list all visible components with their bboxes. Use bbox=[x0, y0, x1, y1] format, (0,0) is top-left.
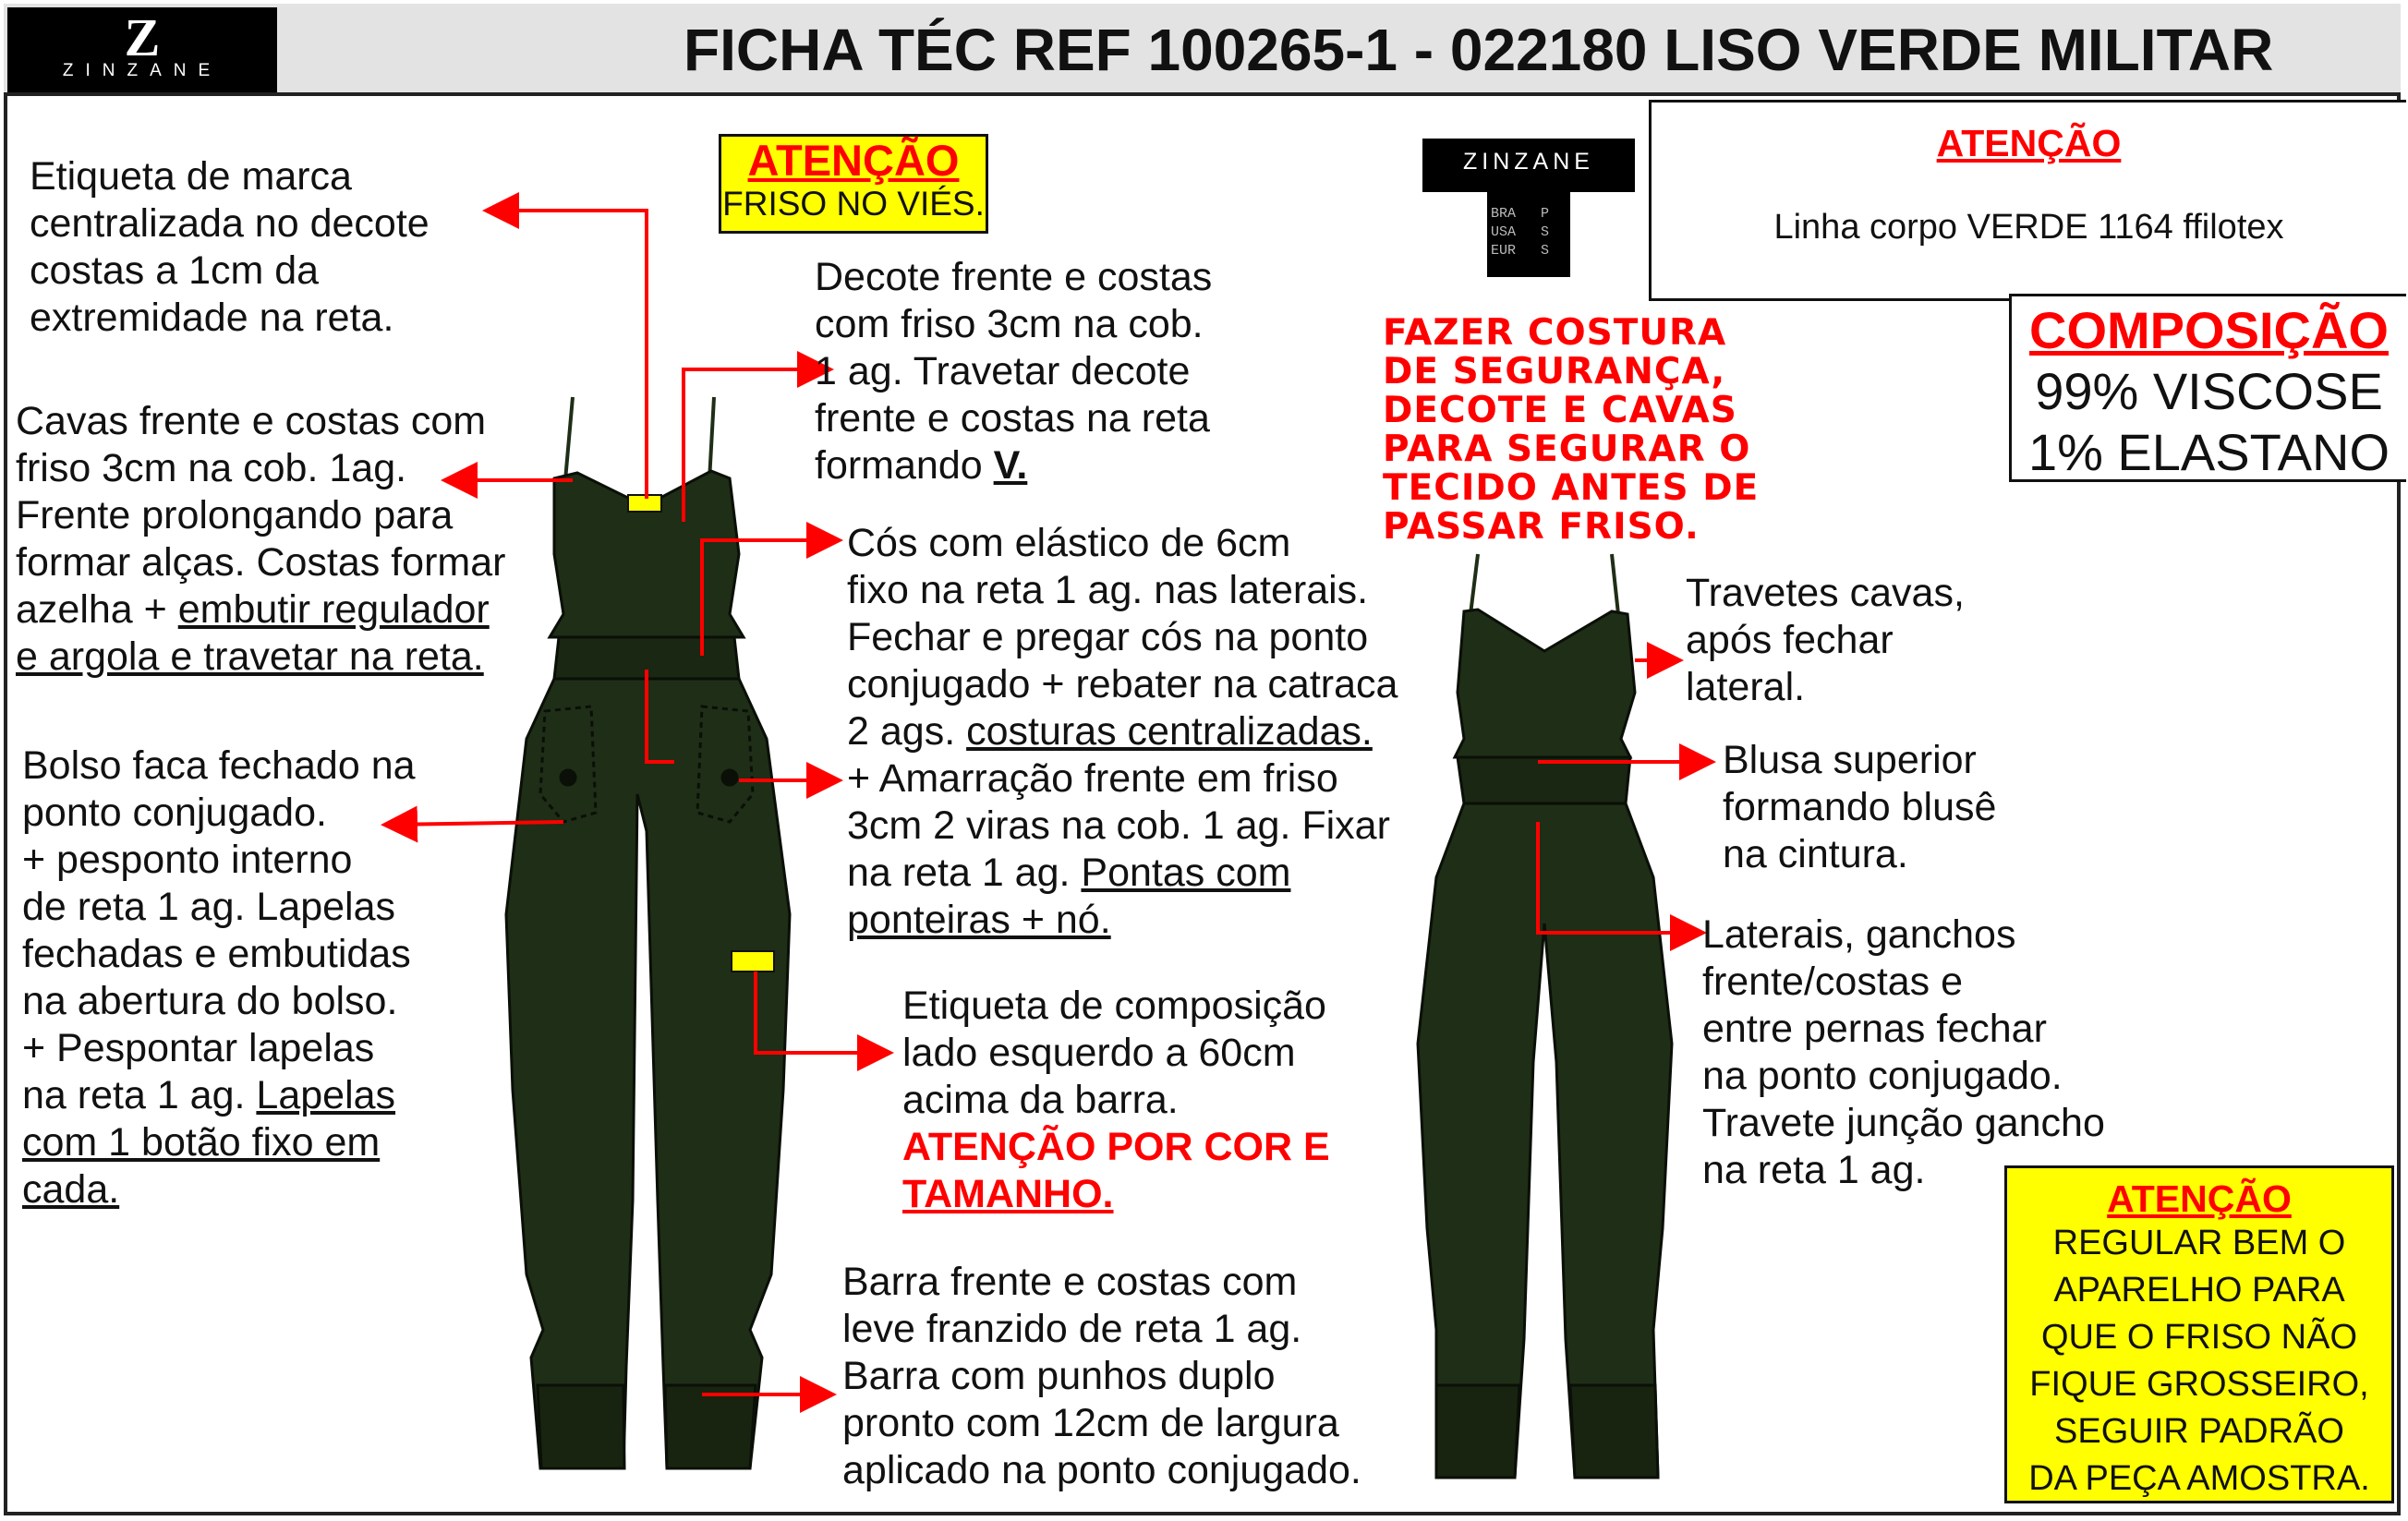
note-laterais: Laterais, ganchos frente/costas e entre pernas fechar na ponto conjugado. Travete junção gancho na reta 1 ag. bbox=[1702, 912, 2105, 1192]
note-cavas: Cavas frente e costas com friso 3cm na cob. 1ag. Frente prolongando para formar alças. Costas formar azelha + embutir regulador e argola e travetar na reta. bbox=[16, 399, 506, 679]
composicao-line1: 99% VISCOSE bbox=[2035, 362, 2383, 420]
note-bolso: Bolso faca fechado na ponto conjugado. + pesponto interno de reta 1 ag. Lapelas fechadas e embutidas na abertura do bolso. + Pespontar lapelas na reta 1 ag. Lapelas com 1 botão fixo em cada. bbox=[22, 743, 416, 1212]
linha-box bbox=[1649, 100, 2406, 301]
composicao-line2: 1% ELASTANO bbox=[2027, 423, 2390, 481]
regular-warning-text: REGULAR BEM O APARELHO PARA QUE O FRISO NÃO FIQUE GROSSEIRO, SEGUIR PADRÃO DA PEÇA AMOSTRA. bbox=[2028, 1224, 2370, 1498]
brand-label-sizes: BRA P USA S EUR S bbox=[1491, 206, 1550, 259]
friso-warning-box bbox=[719, 134, 988, 234]
note-etiqueta-composicao: Etiqueta de composição lado esquerdo a 60cm acima da barra. ATENÇÃO POR COR E TAMANHO. bbox=[902, 984, 1330, 1216]
logo-mark: Z bbox=[124, 7, 161, 67]
friso-warning-title: ATENÇÃO bbox=[747, 136, 960, 185]
seguranca-warning: FAZER COSTURA DE SEGURANÇA, DECOTE E CAVAS PARA SEGURAR O TECIDO ANTES DE PASSAR FRISO. bbox=[1383, 312, 1760, 548]
note-decote: Decote frente e costas com friso 3cm na cob. 1 ag. Travetar decote frente e costas na reta formando V. bbox=[815, 255, 1213, 488]
composition-label-marker bbox=[732, 951, 774, 972]
linha-box-text: Linha corpo VERDE 1164 ffilotex bbox=[1773, 208, 2284, 247]
page-title: FICHA TÉC REF 100265-1 - 022180 LISO VERDE MILITAR bbox=[684, 17, 2274, 83]
note-etiqueta-marca: Etiqueta de marca centralizada no decote costas a 1cm da extremidade na reta. bbox=[30, 154, 430, 340]
brand-label-name: ZINZANE bbox=[1463, 149, 1594, 175]
regular-warning-box bbox=[2004, 1165, 2394, 1503]
logo-name: ZINZANE bbox=[62, 61, 223, 80]
note-barra: Barra frente e costas com leve franzido de reta 1 ag. Barra com punhos duplo pronto com 12cm de largura aplicado na ponto conjugado. bbox=[842, 1260, 1361, 1492]
note-blusa: Blusa superior formando blusê na cintura. bbox=[1723, 738, 1997, 876]
composicao-title: COMPOSIÇÃO bbox=[2029, 301, 2389, 359]
front-jumpsuit bbox=[506, 397, 790, 1468]
friso-warning-text: FRISO NO VIÉS. bbox=[722, 185, 985, 223]
regular-warning-title: ATENÇÃO bbox=[2107, 1177, 2292, 1220]
note-travetes: Travetes cavas, após fechar lateral. bbox=[1686, 571, 1965, 709]
back-jumpsuit bbox=[1418, 554, 1672, 1478]
composicao-box bbox=[2009, 294, 2406, 482]
note-cos: Cós com elástico de 6cm fixo na reta 1 ag. nas laterais. Fechar e pregar cós na ponto conjugado + rebater na catraca 2 ags. costuras centralizadas. + Amarração frente em friso 3cm 2 viras na cob. 1 ag. Fixar na reta 1 ag. Pontas com ponteiras + nó. bbox=[847, 521, 1398, 942]
linha-box-title: ATENÇÃO bbox=[1936, 122, 2122, 164]
